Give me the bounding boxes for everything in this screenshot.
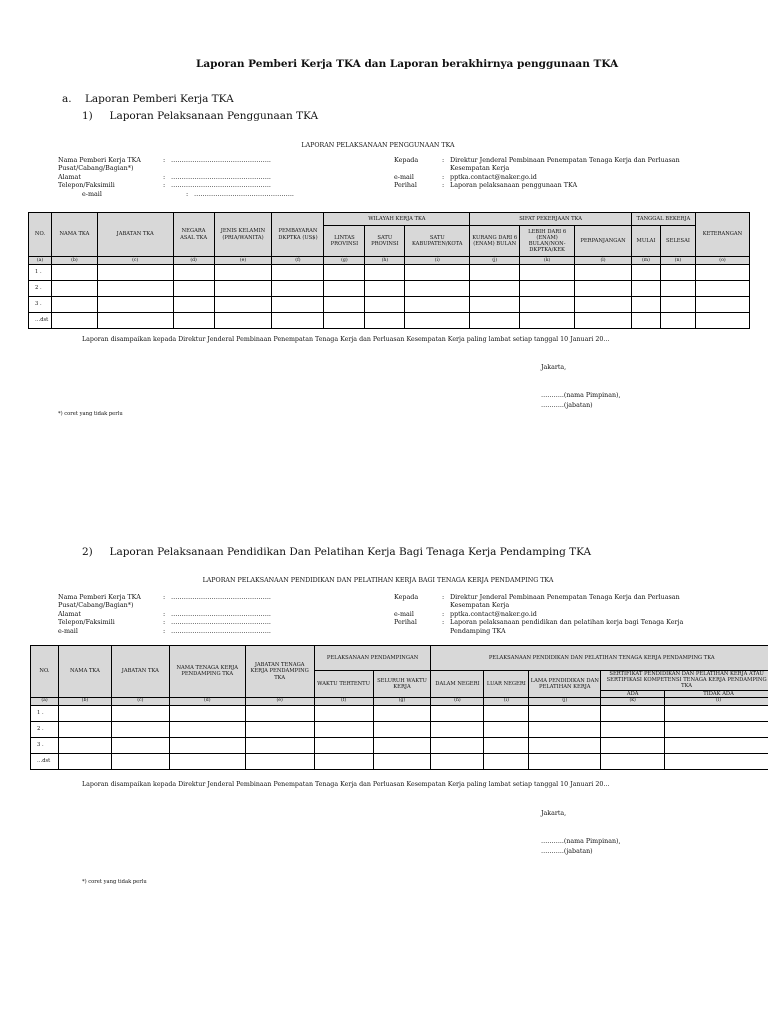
table-cell[interactable]: [365, 297, 405, 313]
table-row: [29, 281, 750, 297]
col-nama-tka: NAMA TKA: [58, 646, 111, 698]
col-dalam-negeri: DALAM NEGERI: [431, 671, 484, 698]
colon: :: [442, 618, 445, 627]
label-telepon: Telepon/Faksimili: [58, 618, 115, 627]
table-cell[interactable]: [529, 721, 601, 737]
col-nama-tka: NAMA TKA: [51, 213, 97, 257]
table-cell[interactable]: [314, 753, 373, 769]
table-cell[interactable]: [97, 313, 173, 329]
field-alamat[interactable]: ………………………………………..: [171, 609, 271, 618]
table-cell[interactable]: [173, 313, 214, 329]
table-cell[interactable]: [214, 281, 272, 297]
label-email: e-mail: [82, 189, 102, 198]
col-letter: (e): [245, 697, 314, 705]
label-kepada: Kepada: [394, 593, 419, 601]
field-nama-pemberi[interactable]: ………………………………………..: [171, 156, 271, 164]
table-cell[interactable]: [51, 265, 97, 281]
section-1-heading: 1) Laporan Pelaksanaan Penggunaan TKA: [82, 110, 319, 122]
col-letter: (g): [324, 257, 365, 265]
table-cell[interactable]: [470, 281, 520, 297]
table-cell[interactable]: [51, 297, 97, 313]
colon: :: [442, 172, 445, 181]
colon: :: [163, 626, 166, 635]
table-cell[interactable]: [405, 281, 470, 297]
table-cell[interactable]: [214, 297, 272, 313]
table-cell[interactable]: [272, 281, 324, 297]
table-cell[interactable]: [575, 281, 632, 297]
table-cell[interactable]: [272, 297, 324, 313]
table-cell[interactable]: [51, 281, 97, 297]
report1-city: Jakarta,: [541, 364, 567, 371]
label-right-email: e-mail: [394, 172, 414, 181]
report1-table: [28, 212, 750, 329]
table-cell[interactable]: [111, 721, 169, 737]
label-kepada: Kepada: [394, 156, 419, 164]
table-cell[interactable]: [272, 265, 324, 281]
col-satu-provinsi: SATU PROVINSI: [365, 226, 405, 257]
field-telepon[interactable]: ………………………………………..: [171, 618, 271, 627]
table-cell[interactable]: [520, 297, 575, 313]
row-number: 1 .: [29, 265, 52, 281]
row-number: …dst: [29, 313, 52, 329]
report2-left-meta: [58, 593, 271, 635]
table-cell[interactable]: [632, 313, 661, 329]
table-cell[interactable]: [665, 737, 768, 753]
table-cell[interactable]: [520, 281, 575, 297]
kepada-value-cont: Kesempatan Kerja: [450, 601, 510, 610]
table-row: [29, 297, 750, 313]
col-letter: (g): [373, 697, 431, 705]
table-cell[interactable]: [51, 313, 97, 329]
col-jabatan-tka: JABATAN TKA: [97, 213, 173, 257]
table-cell[interactable]: [245, 721, 314, 737]
table-cell[interactable]: [324, 297, 365, 313]
report2-sign-name: ………..(nama Pimpinan),: [541, 838, 621, 845]
col-letter: (b): [58, 697, 111, 705]
table-cell[interactable]: [58, 737, 111, 753]
table-cell[interactable]: [245, 737, 314, 753]
table-cell[interactable]: [601, 705, 665, 721]
field-alamat[interactable]: ………………………………………..: [171, 172, 271, 181]
row-number: 2 .: [31, 721, 59, 737]
table-cell[interactable]: [324, 313, 365, 329]
table-cell[interactable]: [214, 265, 272, 281]
table-row: [31, 705, 768, 721]
table-cell[interactable]: [660, 297, 695, 313]
report2-coret-note: *) coret yang tidak perlu: [82, 879, 147, 885]
col-letter: (f): [272, 257, 324, 265]
row-number: …dst: [31, 753, 59, 769]
col-letter: (e): [214, 257, 272, 265]
table-row: [31, 737, 768, 753]
col-tidak-ada: TIDAK ADA: [665, 690, 768, 697]
table-cell[interactable]: [324, 265, 365, 281]
report1-coret-note: *) coret yang tidak perlu: [58, 411, 123, 417]
table-cell[interactable]: [169, 705, 245, 721]
label-telepon: Telepon/Faksimili: [58, 181, 115, 190]
table-cell[interactable]: [695, 265, 749, 281]
col-letter: (i): [484, 697, 529, 705]
label-alamat: Alamat: [58, 172, 81, 181]
table-cell[interactable]: [214, 313, 272, 329]
section-2-heading: 2) Laporan Pelaksanaan Pendidikan Dan Pelatihan Kerja Bagi Tenaga Kerja Pendamping TKA: [82, 546, 592, 558]
kepada-value: Direktur Jenderal Pembinaan Penempatan Tenaga Kerja dan Perluasan: [450, 156, 680, 164]
table-cell[interactable]: [97, 281, 173, 297]
table-cell[interactable]: [665, 721, 768, 737]
perihal-value-cont: Pendamping TKA: [450, 626, 506, 635]
colon: :: [163, 618, 166, 627]
table-cell[interactable]: [431, 737, 484, 753]
table-cell[interactable]: [314, 737, 373, 753]
col-keterangan: KETERANGAN: [695, 213, 749, 257]
table-cell[interactable]: [365, 313, 405, 329]
email-value: pptka.contact@naker.go.id: [450, 172, 537, 181]
table-cell[interactable]: [470, 313, 520, 329]
col-letter: (d): [169, 697, 245, 705]
table-cell[interactable]: [665, 753, 768, 769]
colon: :: [442, 156, 445, 164]
col-mulai: MULAI: [632, 226, 661, 257]
report2-title: LAPORAN PELAKSANAAN PENDIDIKAN DAN PELATIHAN KERJA BAGI TENAGA KERJA PENDAMPING TKA: [202, 577, 554, 584]
table-row: [29, 265, 750, 281]
col-jenis-kelamin: JENIS KELAMIN (PRIA/WANITA): [214, 213, 272, 257]
col-letter: (a): [31, 697, 59, 705]
col-letter: (n): [660, 257, 695, 265]
table-cell[interactable]: [695, 281, 749, 297]
table-cell[interactable]: [665, 705, 768, 721]
table-cell[interactable]: [169, 721, 245, 737]
table-cell[interactable]: [245, 705, 314, 721]
col-letter: (o): [695, 257, 749, 265]
col-jabatan-tka: JABATAN TKA: [111, 646, 169, 698]
table-cell[interactable]: [405, 313, 470, 329]
col-letter: (a): [29, 257, 52, 265]
table-cell[interactable]: [632, 265, 661, 281]
table-cell[interactable]: [373, 721, 431, 737]
table-cell[interactable]: [484, 705, 529, 721]
col-letter: (m): [632, 257, 661, 265]
email-value: pptka.contact@naker.go.id: [450, 609, 537, 618]
col-letter: (d): [173, 257, 214, 265]
table-cell[interactable]: [173, 265, 214, 281]
col-sifat-pekerjaan: SIFAT PEKERJAAN TKA: [470, 213, 632, 226]
col-letter: (h): [365, 257, 405, 265]
col-sertifikat: SERTIFIKAT PENDIDIKAN DAN PELATIHAN KERJA ATAU SERTIFIKASI KOMPETENSI TENAGA KERJA PENDAMPING TKA: [601, 671, 768, 691]
table-cell[interactable]: [111, 737, 169, 753]
row-number: 3 .: [31, 737, 59, 753]
colon: :: [163, 156, 166, 164]
report1-right-meta: [394, 156, 680, 190]
label-right-email: e-mail: [394, 609, 414, 618]
table-row: [31, 753, 768, 769]
col-perpanjangan: PERPANJANGAN: [575, 226, 632, 257]
col-letter: (f): [314, 697, 373, 705]
main-title: Laporan Pemberi Kerja TKA dan Laporan berakhirnya penggunaan TKA: [196, 58, 619, 70]
row-number: 2 .: [29, 281, 52, 297]
table-row: [29, 313, 750, 329]
label-pusat-cabang: Pusat/Cabang/Bagian*): [58, 601, 134, 610]
field-nama-pemberi[interactable]: ………………………………………..: [171, 593, 271, 601]
table-cell[interactable]: [470, 297, 520, 313]
colon: :: [163, 181, 166, 190]
table-cell[interactable]: [601, 737, 665, 753]
table-cell[interactable]: [632, 281, 661, 297]
table-cell[interactable]: [575, 265, 632, 281]
table-row: [31, 721, 768, 737]
table-cell[interactable]: [520, 313, 575, 329]
label-pusat-cabang: Pusat/Cabang/Bagian*): [58, 164, 134, 173]
table-cell[interactable]: [373, 737, 431, 753]
colon: :: [163, 593, 166, 601]
col-no: NO.: [29, 213, 52, 257]
report1-footer-note: Laporan disampaikan kepada Direktur Jenderal Pembinaan Penempatan Tenaga Kerja dan Perluasan Kesempatan Kerja paling lambat setiap tanggal 10 Januari 20…: [82, 336, 610, 343]
col-letter: (j): [470, 257, 520, 265]
label-nama-pemberi: Nama Pemberi Kerja TKA: [58, 593, 141, 601]
table-cell[interactable]: [601, 753, 665, 769]
col-letter: (i): [405, 257, 470, 265]
table-cell[interactable]: [169, 753, 245, 769]
col-selesai: SELESAI: [660, 226, 695, 257]
col-letter: (c): [111, 697, 169, 705]
col-lama-pendidikan: LAMA PENDIDIKAN DAN PELATIHAN KERJA: [529, 671, 601, 698]
col-kurang-6-bulan: KURANG DARI 6 (ENAM) BULAN: [470, 226, 520, 257]
col-negara-asal: NEGARA ASAL TKA: [173, 213, 214, 257]
table-cell[interactable]: [575, 313, 632, 329]
table-cell[interactable]: [529, 753, 601, 769]
table-cell[interactable]: [173, 297, 214, 313]
report2-city: Jakarta,: [541, 810, 567, 817]
table-cell[interactable]: [58, 753, 111, 769]
colon: :: [163, 172, 166, 181]
table-cell[interactable]: [272, 313, 324, 329]
table-cell[interactable]: [97, 265, 173, 281]
colon: :: [163, 609, 166, 618]
col-satu-kabupaten: SATU KABUPATEN/KOTA: [405, 226, 470, 257]
report2-right-meta: [394, 593, 683, 635]
field-telepon[interactable]: ………………………………………..: [171, 181, 271, 190]
row-number: 1 .: [31, 705, 59, 721]
table-cell[interactable]: [601, 721, 665, 737]
table-cell[interactable]: [405, 265, 470, 281]
col-waktu-tertentu: WAKTU TERTENTU: [314, 671, 373, 698]
report1-sign-name: ………..(nama Pimpinan),: [541, 392, 621, 399]
colon: :: [442, 593, 445, 601]
section-a-heading: a. Laporan Pemberi Kerja TKA: [62, 93, 234, 105]
table-cell[interactable]: [373, 753, 431, 769]
table-cell[interactable]: [97, 297, 173, 313]
field-email[interactable]: ………………………………………..: [194, 189, 294, 198]
table-cell[interactable]: [169, 737, 245, 753]
table-cell[interactable]: [484, 753, 529, 769]
kepada-value-cont: Kesempatan Kerja: [450, 164, 510, 173]
report2-table: [30, 645, 768, 770]
table-cell[interactable]: [365, 281, 405, 297]
label-perihal: Perihal: [394, 618, 417, 627]
table-cell[interactable]: [575, 297, 632, 313]
table-cell[interactable]: [695, 313, 749, 329]
report2-sign-title: ………..(jabatan): [541, 848, 593, 855]
col-letter: (l): [575, 257, 632, 265]
table-cell[interactable]: [529, 705, 601, 721]
table-cell[interactable]: [405, 297, 470, 313]
table-cell[interactable]: [484, 737, 529, 753]
label-email: e-mail: [58, 626, 78, 635]
col-letter: (k): [601, 697, 665, 705]
column-letter-row: [31, 697, 768, 705]
table-cell[interactable]: [632, 297, 661, 313]
col-pelaksanaan-pendampingan: PELAKSANAAN PENDAMPINGAN: [314, 646, 431, 671]
label-alamat: Alamat: [58, 609, 81, 618]
table-cell[interactable]: [58, 705, 111, 721]
perihal-value: Laporan pelaksanaan penggunaan TKA: [450, 181, 578, 190]
label-nama-pemberi: Nama Pemberi Kerja TKA: [58, 156, 141, 164]
col-pembayaran: PEMBAYARAN DKPTKA (US$): [272, 213, 324, 257]
col-nama-pendamping: NAMA TENAGA KERJA PENDAMPING TKA: [169, 646, 245, 698]
table-cell[interactable]: [484, 721, 529, 737]
colon: :: [442, 609, 445, 618]
kepada-value: Direktur Jenderal Pembinaan Penempatan Tenaga Kerja dan Perluasan: [450, 593, 680, 601]
col-ada: ADA: [601, 690, 665, 697]
col-letter: (j): [529, 697, 601, 705]
table-cell[interactable]: [431, 721, 484, 737]
report1-left-meta: [58, 156, 294, 198]
perihal-value: Laporan pelaksanaan pendidikan dan pelatihan kerja bagi Tenaga Kerja: [450, 618, 684, 627]
label-perihal: Perihal: [394, 181, 417, 190]
table-cell[interactable]: [111, 753, 169, 769]
row-number: 3 .: [29, 297, 52, 313]
col-wilayah-kerja: WILAYAH KERJA TKA: [324, 213, 470, 226]
table-cell[interactable]: [660, 281, 695, 297]
col-no: NO.: [31, 646, 59, 698]
colon: :: [442, 181, 445, 190]
table-cell[interactable]: [660, 265, 695, 281]
table-cell[interactable]: [431, 705, 484, 721]
column-letter-row: [29, 257, 750, 265]
table-cell[interactable]: [365, 265, 405, 281]
col-lintas-provinsi: LINTAS PROVINSI: [324, 226, 365, 257]
col-tanggal-bekerja: TANGGAL BEKERJA: [632, 213, 696, 226]
table-cell[interactable]: [111, 705, 169, 721]
table-cell[interactable]: [695, 297, 749, 313]
table-cell[interactable]: [245, 753, 314, 769]
table-cell[interactable]: [314, 721, 373, 737]
table-cell[interactable]: [660, 313, 695, 329]
table-cell[interactable]: [324, 281, 365, 297]
table-cell[interactable]: [520, 265, 575, 281]
table-cell[interactable]: [470, 265, 520, 281]
col-letter: (k): [520, 257, 575, 265]
colon: :: [186, 189, 189, 198]
field-email[interactable]: ………………………………………..: [171, 626, 271, 635]
table-cell[interactable]: [314, 705, 373, 721]
col-pelaksanaan-diklat: PELAKSANAAN PENDIDIKAN DAN PELATIHAN TENAGA KERJA PENDAMPING TKA: [431, 646, 768, 671]
report1-title: LAPORAN PELAKSANAAN PENGGUNAAN TKA: [301, 142, 455, 149]
col-letter: (c): [97, 257, 173, 265]
col-letter: (l): [665, 697, 768, 705]
col-lebih-6-bulan: LEBIH DARI 6 (ENAM) BULAN/NON-DKPTKA/KEK: [520, 226, 575, 257]
col-jabatan-pendamping: JABATAN TENAGA KERJA PENDAMPING TKA: [245, 646, 314, 698]
report1-sign-title: ………..(jabatan): [541, 402, 593, 409]
col-seluruh-waktu: SELURUH WAKTU KERJA: [373, 671, 431, 698]
table-cell[interactable]: [529, 737, 601, 753]
table-cell[interactable]: [58, 721, 111, 737]
table-cell[interactable]: [173, 281, 214, 297]
col-letter: (b): [51, 257, 97, 265]
report2-footer-note: Laporan disampaikan kepada Direktur Jenderal Pembinaan Penempatan Tenaga Kerja dan Perluasan Kesempatan Kerja paling lambat setiap tanggal 10 Januari 20…: [82, 781, 610, 788]
col-letter: (h): [431, 697, 484, 705]
col-luar-negeri: LUAR NEGERI: [484, 671, 529, 698]
table-cell[interactable]: [431, 753, 484, 769]
table-cell[interactable]: [373, 705, 431, 721]
